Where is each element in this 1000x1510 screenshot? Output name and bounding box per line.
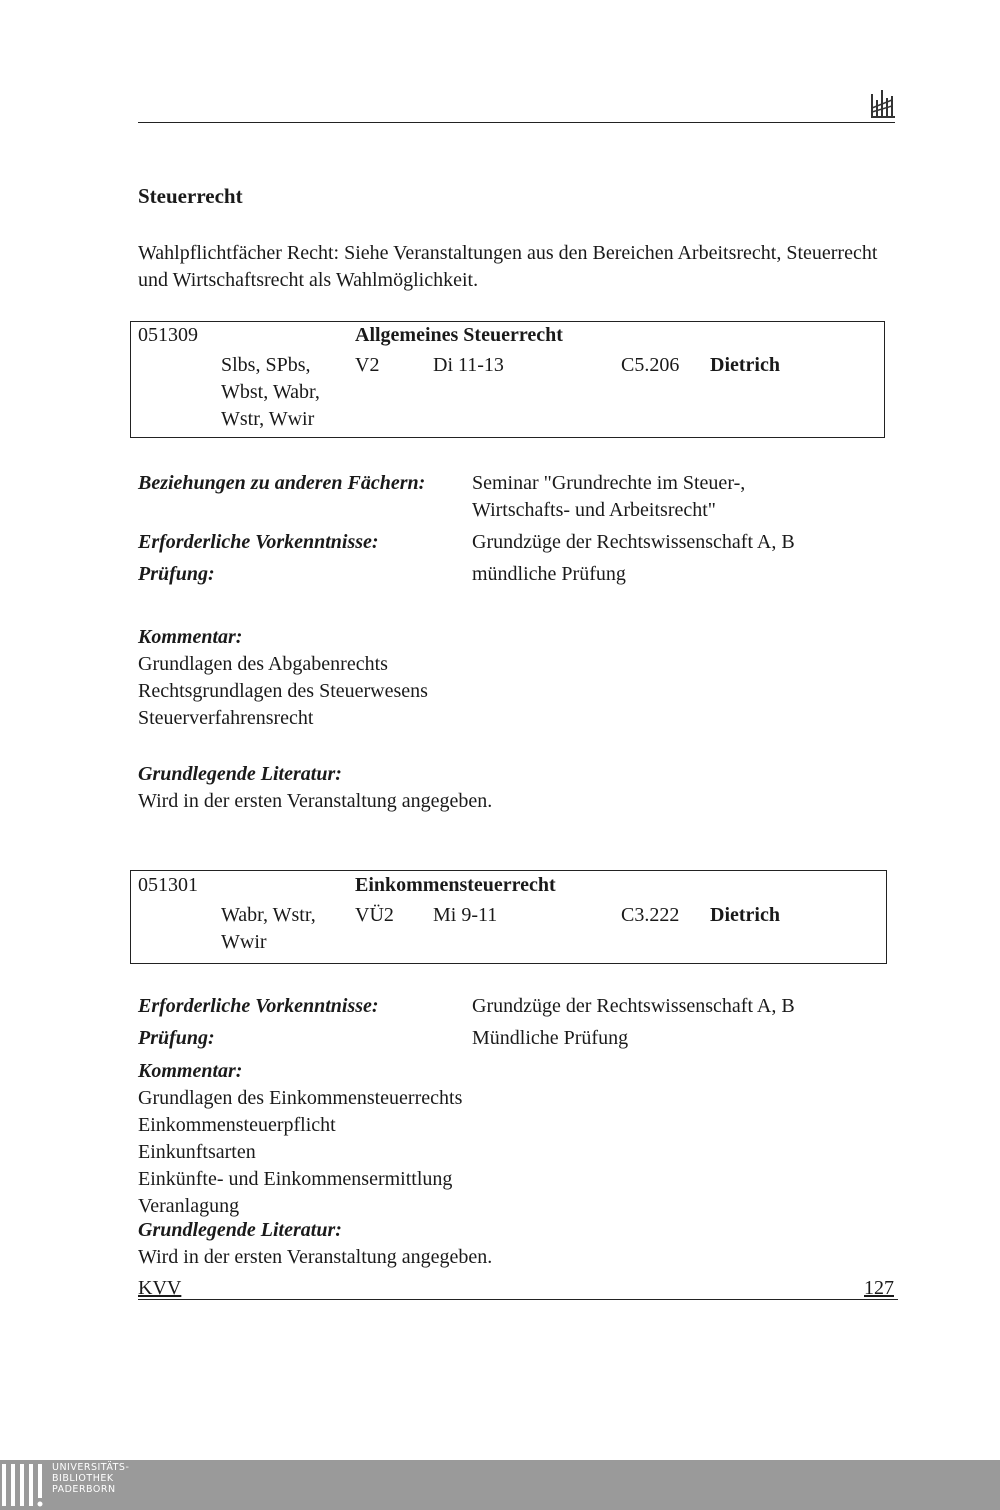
page-number: 127 <box>864 1277 894 1299</box>
library-name-line: PADERBORN <box>52 1484 116 1495</box>
intro-text: Wahlpflichtfächer Recht: Siehe Veranstaltungen aus den Bereichen Arbeitsrecht, Steuerrecht und Wirtschaftsrecht als Wahlmöglichkeit. <box>138 242 878 291</box>
exam-label: Prüfung: <box>138 563 215 585</box>
course-room: C5.206 <box>621 354 680 376</box>
relations-label: Beziehungen zu anderen Fächern: <box>138 472 426 494</box>
relations-line: Seminar "Grundrechte im Steuer-, <box>472 472 746 494</box>
course-title: Allgemeines Steuerrecht <box>355 324 563 346</box>
prereq-value: Grundzüge der Rechtswissenschaft A, B <box>472 531 795 553</box>
comment-line: Veranlagung <box>138 1195 240 1217</box>
header-rule <box>138 122 895 123</box>
literature-value: Wird in der ersten Veranstaltung angegeben. <box>138 790 493 812</box>
comment-list <box>138 1085 462 1220</box>
course-type: VÜ2 <box>355 904 394 926</box>
section-title: Steuerrecht <box>138 184 243 208</box>
comment-line: Grundlagen des Einkommensteuerrechts <box>138 1087 463 1109</box>
literature-value: Wird in der ersten Veranstaltung angegeben. <box>138 1246 493 1268</box>
footer-rule <box>138 1299 898 1300</box>
comment-line: Grundlagen des Abgabenrechts <box>138 653 388 675</box>
course-lecturer: Dietrich <box>710 904 780 926</box>
comment-line: Einkunftsarten <box>138 1141 256 1163</box>
comment-label: Kommentar: <box>138 1060 243 1082</box>
comment-line: Rechtsgrundlagen des Steuerwesens <box>138 680 428 702</box>
relations-line: Wirtschafts- und Arbeitsrecht" <box>472 499 716 521</box>
comment-line: Einkommensteuerpflicht <box>138 1114 336 1136</box>
library-logo-icon <box>2 1462 48 1508</box>
course-group-line: Slbs, SPbs, <box>221 354 311 376</box>
exam-label: Prüfung: <box>138 1027 215 1049</box>
course-time: Mi 9-11 <box>433 904 498 926</box>
course-room: C3.222 <box>621 904 680 926</box>
literature-label: Grundlegende Literatur: <box>138 763 342 785</box>
footer-kvv: KVV <box>138 1277 182 1299</box>
library-banner <box>0 1460 1000 1510</box>
course-time: Di 11-13 <box>433 354 504 376</box>
course-number: 051309 <box>138 324 198 346</box>
course-type: V2 <box>355 354 380 376</box>
exam-value: Mündliche Prüfung <box>472 1027 629 1049</box>
course-lecturer: Dietrich <box>710 354 780 376</box>
comment-line: Steuerverfahrensrecht <box>138 707 314 729</box>
university-logo-icon <box>868 86 896 122</box>
comment-list <box>138 651 428 732</box>
prereq-value: Grundzüge der Rechtswissenschaft A, B <box>472 995 795 1017</box>
literature-label: Grundlegende Literatur: <box>138 1219 342 1241</box>
library-name-line: UNIVERSITÄTS- <box>52 1462 130 1473</box>
course-group-line: Wstr, Wwir <box>221 408 315 430</box>
library-name-line: BIBLIOTHEK <box>52 1473 114 1484</box>
course-number: 051301 <box>138 874 198 896</box>
exam-value: mündliche Prüfung <box>472 563 626 585</box>
course-group-line: Wwir <box>221 931 267 953</box>
comment-label: Kommentar: <box>138 626 243 648</box>
prereq-label: Erforderliche Vorkenntnisse: <box>138 531 379 553</box>
course-group-line: Wbst, Wabr, <box>221 381 320 403</box>
library-name <box>52 1462 129 1495</box>
course-group-line: Wabr, Wstr, <box>221 904 316 926</box>
comment-line: Einkünfte- und Einkommensermittlung <box>138 1168 453 1190</box>
course-title: Einkommensteuerrecht <box>355 874 556 896</box>
prereq-label: Erforderliche Vorkenntnisse: <box>138 995 379 1017</box>
